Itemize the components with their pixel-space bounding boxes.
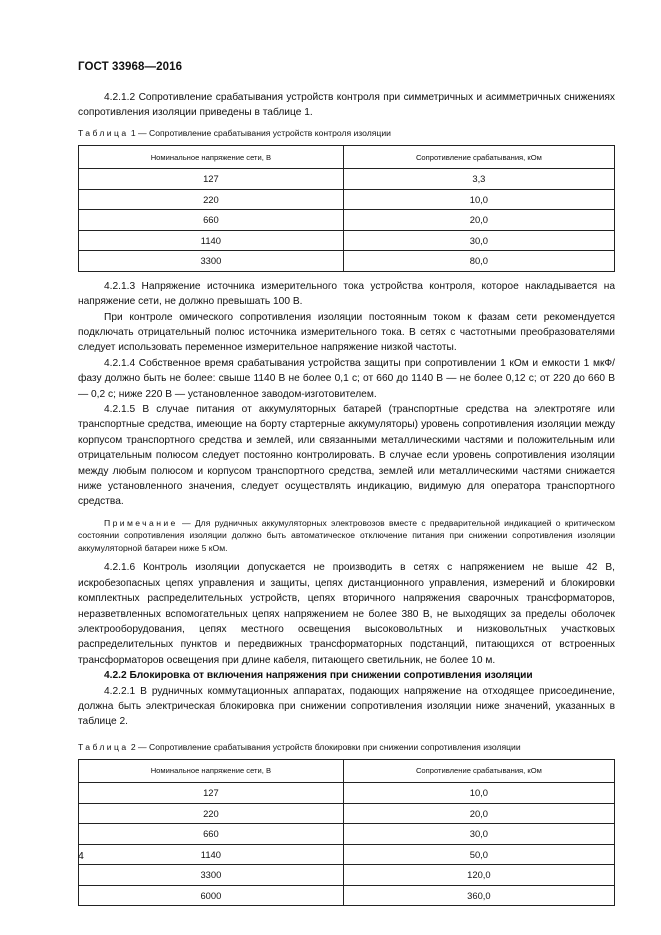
table-cell-resistance: 50,0 (343, 844, 614, 865)
table2-col-resistance: Сопротивление срабатывания, кОм (343, 760, 614, 783)
paragraph-ohmic-control: При контроле омического сопротивления изоляции постоянным током к фазам сети рекомендуется подключать отрицательный полюс источника измерительного тока. В сетях с частотными преобразователями следует использовать переменное измерительное напряжение низкой частоты. (78, 311, 615, 354)
table2 (78, 759, 615, 906)
table-cell-voltage: 660 (79, 824, 344, 845)
table-cell-resistance: 360,0 (343, 885, 614, 906)
table-row (79, 844, 615, 865)
table-cell-resistance: 20,0 (343, 803, 614, 824)
table1 (78, 145, 615, 272)
standard-header: ГОСТ 33968—2016 (78, 61, 183, 73)
table2-label: Таблица (78, 741, 129, 752)
note-text: — Для рудничных аккумуляторных электровозов вместе с предварительной индикацией о критическом состоянии сопротивления изоляции должно быть автоматическое отключение питания при снижении сопротивления изоляции аккумуляторной батареи ниже 5 кОм. (78, 517, 615, 553)
table-row (79, 803, 615, 824)
paragraph-4-2-1-3: 4.2.1.3 Напряжение источника измерительного тока устройства контроля, которое накладывается на напряжение сети, не должно превышать 100 В. (78, 280, 615, 308)
table-row (79, 169, 615, 190)
table-row (79, 251, 615, 272)
page-number: 4 (78, 850, 84, 862)
table-cell-voltage: 3300 (79, 865, 344, 886)
table-row (79, 230, 615, 251)
note (78, 517, 615, 555)
table-row (79, 865, 615, 886)
table1-col-resistance: Сопротивление срабатывания, кОм (343, 146, 614, 169)
paragraph-4-2-1-5: 4.2.1.5 В случае питания от аккумуляторных батарей (транспортные средства на электротяге или транспортные средства, имеющие на борту стартерные аккумуляторы) уровень сопротивления изоляции между корпусом транспортного средства и землей, или связанными металлическими частями и положительным или отрицательным полюсом следует постоянно контролировать. В случае если уровень сопротивления изоляции между любым полюсом и корпусом транспортного средства, землей или металлическими частями снижается ниже установленного значения, следует осуществлять индикацию, видимую для оператора транспортного средства. (78, 403, 615, 508)
table-cell-resistance: 30,0 (343, 230, 614, 251)
table-cell-resistance: 10,0 (343, 189, 614, 210)
table-row (79, 189, 615, 210)
table-cell-voltage: 220 (79, 189, 344, 210)
table-cell-voltage: 1140 (79, 230, 344, 251)
table-cell-resistance: 80,0 (343, 251, 614, 272)
table-row (79, 210, 615, 231)
table-row (79, 783, 615, 804)
paragraph-4-2-1-2: 4.2.1.2 Сопротивление срабатывания устройств контроля при симметричных и асимметричных снижениях сопротивления изоляции приведены в таблице 1. (78, 92, 615, 119)
table2-header-row (79, 760, 615, 783)
table-cell-resistance: 10,0 (343, 783, 614, 804)
document-body (78, 90, 615, 913)
table-cell-voltage: 127 (79, 169, 344, 190)
section-heading-4-2-2: 4.2.2 Блокировка от включения напряжения при снижении сопротивления изоляции (104, 670, 533, 682)
table1-title: 1 — Сопротивление срабатывания устройств контроля изоляции (130, 127, 391, 138)
table2-title: 2 — Сопротивление срабатывания устройств блокировки при снижении сопротивления изоляции (130, 741, 521, 752)
table2-col-voltage: Номинальное напряжение сети, В (79, 760, 344, 783)
table-cell-voltage: 660 (79, 210, 344, 231)
table-cell-resistance: 30,0 (343, 824, 614, 845)
table1-label: Таблица (78, 127, 129, 138)
paragraph-4-2-1-4: 4.2.1.4 Собственное время срабатывания устройства защиты при сопротивлении 1 кОм и емкости 1 мкФ/фазу должно быть не более: свыше 1140 В не более 0,1 с; от 660 до 1140 В — не более 0,12 с; от 220 до 660 В — 0,2 с; ниже 220 В — установленное заводом-изготовителем. (78, 357, 615, 400)
note-label: Примечание (104, 517, 178, 528)
table-cell-resistance: 20,0 (343, 210, 614, 231)
paragraph-4-2-2-1: 4.2.2.1 В рудничных коммутационных аппаратах, подающих напряжение на отходящее присоединение, должна быть электрическая блокировка при снижении сопротивления изоляции ниже значений, указанных в таблице 2. (78, 685, 615, 728)
spacer (78, 730, 615, 735)
table-cell-voltage: 3300 (79, 251, 344, 272)
table-cell-voltage: 1140 (79, 844, 344, 865)
table-cell-resistance: 120,0 (343, 865, 614, 886)
paragraph-4-2-1-6: 4.2.1.6 Контроль изоляции допускается не производить в сетях с напряжением не выше 42 В, искробезопасных цепях управления и защиты, цепях дистанционного управления, измерений и блокировки комплектных распределительных устройств, цепях вторичного напряжения сварочных трансформаторов, неразветвленных вспомогательных цепях напряжением не более 380 В, не выходящих за пределы оболочек электрооборудования, цепях местного освещения высоковольтных и низковольтных участковых распределительных пунктов и передвижных трансформаторных подстанций, питающихся от встроенных трансформаторов освещения при длине кабеля, питающего светильник, не более 10 м. (78, 562, 615, 666)
table1-caption (78, 126, 615, 141)
table1-col-voltage: Номинальное напряжение сети, В (79, 146, 344, 169)
table-row (79, 885, 615, 906)
table2-caption (78, 740, 615, 755)
table1-header-row (79, 146, 615, 169)
table-cell-resistance: 3,3 (343, 169, 614, 190)
table-cell-voltage: 220 (79, 803, 344, 824)
table-cell-voltage: 127 (79, 783, 344, 804)
table-row (79, 824, 615, 845)
table-cell-voltage: 6000 (79, 885, 344, 906)
